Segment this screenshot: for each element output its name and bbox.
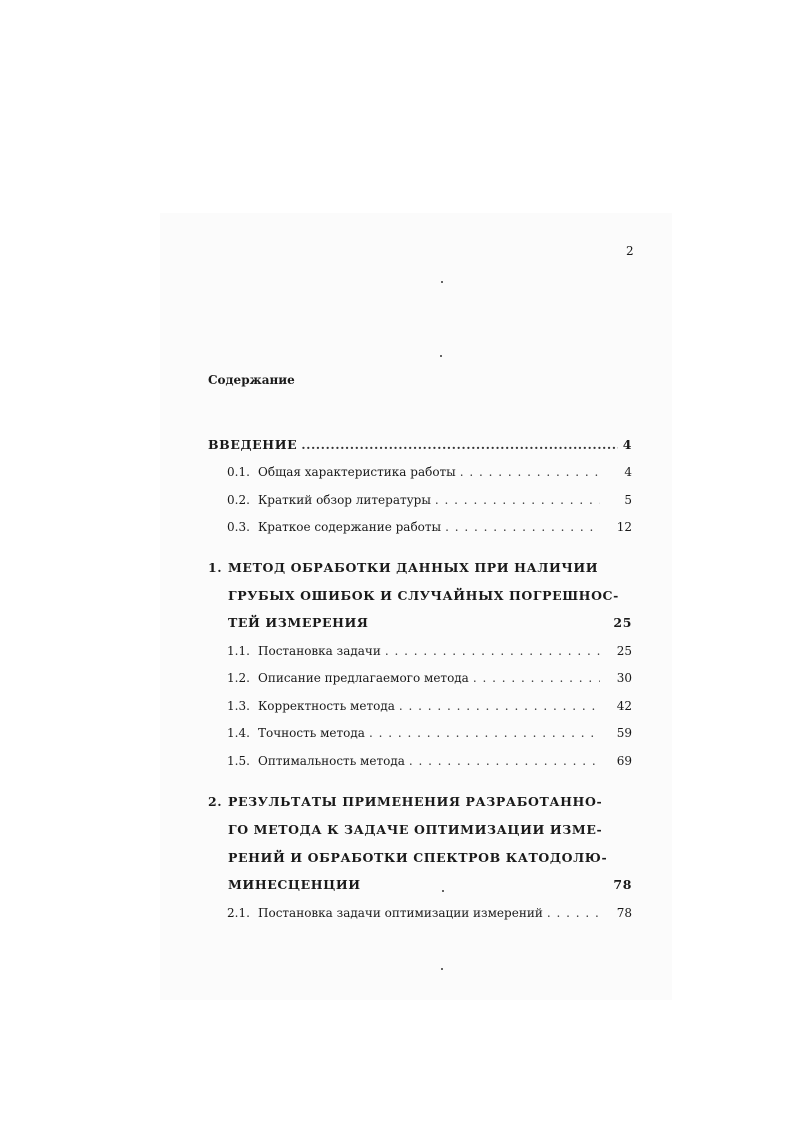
- page-number: 2: [626, 244, 634, 258]
- dot-leader: [473, 669, 600, 687]
- dot-leader: [369, 724, 600, 742]
- section-title: Точность метода: [258, 726, 365, 740]
- section-number: 1.2.: [227, 671, 250, 685]
- section-page: 12: [616, 520, 632, 534]
- toc-chapter-2-line-4[interactable]: [228, 876, 632, 894]
- chapter-title-line: МЕТОД ОБРАБОТКИ ДАННЫХ ПРИ НАЛИЧИИ: [228, 560, 599, 575]
- dot-leader: [399, 697, 600, 715]
- dot-leader: [301, 436, 618, 454]
- section-title: Оптимальность метода: [258, 754, 405, 768]
- chapter-title-line: ГО МЕТОДА К ЗАДАЧЕ ОПТИМИЗАЦИИ ИЗМЕ-: [228, 822, 603, 837]
- chapter-title-line: МИНЕСЦЕНЦИИ: [228, 877, 361, 892]
- toc-intro-title: ВВЕДЕНИЕ: [208, 437, 298, 452]
- section-number: 1.5.: [227, 754, 250, 768]
- chapter-title-line: ТЕЙ ИЗМЕРЕНИЯ: [228, 615, 369, 630]
- section-title: Краткое содержание работы: [258, 520, 442, 534]
- scan-speck: [441, 281, 443, 283]
- section-number: 1.1.: [227, 644, 250, 658]
- scan-speck: [441, 968, 443, 970]
- dot-leader: [445, 518, 600, 536]
- section-page: 30: [616, 671, 632, 685]
- chapter-number: 1.: [208, 560, 223, 575]
- chapter-title-line: РЕНИЙ И ОБРАБОТКИ СПЕКТРОВ КАТОДОЛЮ-: [228, 850, 608, 865]
- scan-speck: [440, 355, 442, 357]
- section-title: Общая характеристика работы: [258, 465, 456, 479]
- chapter-page: 78: [613, 877, 632, 892]
- toc-intro-row[interactable]: [208, 436, 632, 454]
- toc-intro-page: 4: [622, 437, 632, 452]
- section-page: 4: [624, 465, 632, 479]
- toc-section-row[interactable]: [227, 518, 632, 536]
- toc-section-row[interactable]: [227, 904, 632, 922]
- section-title: Постановка задачи: [258, 644, 381, 658]
- section-page: 78: [616, 906, 632, 920]
- dot-leader: [385, 642, 600, 660]
- toc-section-row[interactable]: [227, 463, 632, 481]
- chapter-page: 25: [613, 615, 632, 630]
- chapter-title-line: ГРУБЫХ ОШИБОК И СЛУЧАЙНЫХ ПОГРЕШНОС-: [228, 588, 619, 603]
- toc-section-row[interactable]: [227, 697, 632, 715]
- section-title: Описание предлагаемого метода: [258, 671, 469, 685]
- section-page: 69: [616, 754, 632, 768]
- toc-section-row[interactable]: [227, 752, 632, 770]
- dot-leader: [409, 752, 600, 770]
- section-title: Корректность метода: [258, 699, 395, 713]
- toc-section-row[interactable]: [227, 669, 632, 687]
- scan-speck: [442, 890, 444, 892]
- chapter-number: 2.: [208, 794, 223, 809]
- section-number: 0.3.: [227, 520, 250, 534]
- toc-chapter-1-line-3[interactable]: [228, 614, 632, 632]
- section-page: 59: [616, 726, 632, 740]
- section-title: Краткий обзор литературы: [258, 493, 431, 507]
- section-title: Постановка задачи оптимизации измерений: [258, 906, 543, 920]
- chapter-title-line: РЕЗУЛЬТАТЫ ПРИМЕНЕНИЯ РАЗРАБОТАННО-: [228, 794, 603, 809]
- toc-heading: Содержание: [208, 373, 295, 387]
- section-page: 25: [616, 644, 632, 658]
- toc-section-row[interactable]: [227, 642, 632, 660]
- section-number: 2.1.: [227, 906, 250, 920]
- section-page: 5: [624, 493, 632, 507]
- section-number: 1.3.: [227, 699, 250, 713]
- section-number: 0.1.: [227, 465, 250, 479]
- toc-chapter-2-line-1[interactable]: [208, 793, 632, 811]
- section-number: 1.4.: [227, 726, 250, 740]
- section-page: 42: [616, 699, 632, 713]
- dot-leader: [547, 904, 600, 922]
- toc-chapter-1-line-1[interactable]: [208, 559, 632, 577]
- dot-leader: [435, 491, 600, 509]
- toc-section-row[interactable]: [227, 491, 632, 509]
- section-number: 0.2.: [227, 493, 250, 507]
- dot-leader: [460, 463, 600, 481]
- toc-section-row[interactable]: [227, 724, 632, 742]
